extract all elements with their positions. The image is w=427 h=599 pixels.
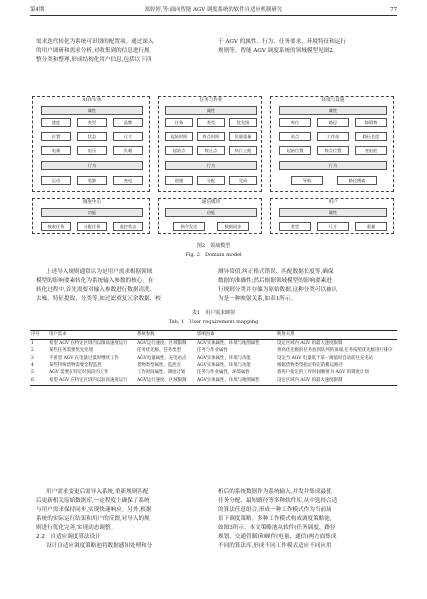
- user-attr: 尺寸: [317, 222, 349, 231]
- env-attr: 工作站: [317, 132, 349, 141]
- env-attr: 起始位置: [279, 146, 311, 155]
- env-behavior: 导航: [291, 176, 323, 185]
- table-cell: 货物类型属性、监控点: [137, 362, 181, 368]
- task-behavior-header: 行为: [165, 161, 257, 170]
- environment-box: [270, 96, 394, 192]
- figure-caption-cn: 图2 领域模型: [196, 243, 231, 249]
- env-attr: 障碍物: [355, 118, 387, 127]
- table-cell: 将高优先级的任务放到队列的顶端,任务按照优先级进行排序: [277, 348, 393, 354]
- table-cell: 设定当 AGV 电量低于某一阈值时自动前往充电站: [277, 355, 374, 361]
- agv-entity-title: AGV实体: [82, 98, 102, 103]
- task-behavior: 完成: [229, 176, 257, 185]
- table-cell: AGV电量属性、充电站点: [137, 355, 187, 361]
- task-attr: 终点时间: [197, 132, 225, 141]
- task-attr-header: 属性: [165, 106, 257, 115]
- table-row: [30, 355, 397, 362]
- table-cell: 1: [31, 340, 34, 346]
- table-cell: 将用户指定的工作时间映射为 AGV 的调度计划: [277, 370, 369, 376]
- env-attr: 终点位置: [317, 146, 349, 155]
- control-func: 分配任务: [77, 222, 107, 231]
- task-box: [158, 96, 262, 192]
- text-line: 模型的影响要素转化为系统输入参数的核心。在: [36, 278, 154, 284]
- text-line: 规则等。智能 AGV 调度系统的领域模型见图2。: [218, 48, 339, 54]
- table-cell: 希望 AGV 在特定区域内以较高速度运行: [48, 377, 136, 385]
- task-attr: 类型: [197, 118, 225, 127]
- table-cell: 4: [31, 362, 34, 368]
- communication-box: [158, 198, 262, 234]
- agv-behavior: 装卸: [77, 176, 107, 185]
- table-cell: 3: [31, 355, 34, 361]
- agv-attr: 电压: [77, 146, 107, 155]
- text-line: 数据的准确性;然后根据领域模型的影响要素进: [218, 278, 332, 284]
- table-cell: 任务与作业属性、环境属性: [197, 370, 250, 376]
- table-cell: 设定区域内 AGV 的最大速度限制: [277, 340, 343, 346]
- agv-attr: 状态: [77, 132, 107, 141]
- table-cell: 2: [31, 348, 34, 354]
- table-cell: 根据货物类型指定特定的搬运路径: [277, 362, 343, 368]
- text-line: 的算法任意组合,形成一种工作模式作为当前场: [218, 507, 332, 513]
- control-func-header: 功能: [41, 208, 143, 217]
- table-row: [30, 348, 397, 355]
- table-cell: 6: [30, 377, 48, 385]
- text-line: 于 AGV 的属性、行为、任务要求、环境特征和运行: [218, 39, 346, 45]
- communication-title: 通信模块: [201, 200, 221, 205]
- section-heading: 2.2 自适应调度算法设计: [36, 534, 101, 540]
- column-header: 映射关系: [276, 331, 397, 340]
- text-line: 需求迭代转化为系统可识别的配置项。通过深入: [36, 39, 154, 45]
- user-attr: 重量: [355, 222, 387, 231]
- table-row: [30, 370, 397, 377]
- task-attr: 起始时间: [165, 132, 193, 141]
- agv-attr-header: 属性: [41, 106, 143, 115]
- running-header: [30, 6, 397, 16]
- control-center-box: [32, 198, 150, 234]
- task-behavior: 分配: [197, 176, 225, 185]
- column-header: 影响因素: [196, 331, 276, 340]
- agv-attr: 尺寸: [113, 132, 143, 141]
- user-title: 用户: [328, 200, 338, 205]
- table-cell: AGV运行速度、区域限制: [136, 377, 196, 385]
- text-line: 行规则分类并存储为原始数据,这种分类可以被认: [218, 287, 338, 293]
- text-line: 的用户调研和需求分析,对收集到的信息进行规: [36, 48, 150, 54]
- table-cell: 工作时间属性、调度计划: [137, 370, 186, 376]
- agv-attr: 位置: [41, 132, 71, 141]
- table-title-cn: 表1 用户需求映射: [191, 310, 236, 316]
- task-attr: 优先级: [229, 118, 257, 127]
- table-title-en: Tab. 1 User requirement mapping: [168, 319, 259, 325]
- user-attr: 类型: [279, 222, 311, 231]
- table-cell: 任务优先级、任务类型: [137, 348, 181, 354]
- text-line: 为是一种映射关系,如表1所示。: [218, 296, 297, 302]
- text-line: 整分类和整理,形成结构化用户信息,包括以下四: [36, 57, 152, 63]
- para3-right-column: [218, 488, 394, 551]
- intro-right-column: [218, 38, 394, 56]
- env-behavior: 路径搜索: [337, 176, 377, 185]
- table-cell: 5: [31, 370, 34, 376]
- text-line: 设计自适应调度策略池将数据感知处理和分: [46, 543, 153, 549]
- agv-behavior-header: 行为: [41, 161, 143, 170]
- table-cell: AGV实体属性、环境与功能: [197, 362, 251, 368]
- column-header: 用户需求: [48, 331, 136, 340]
- para2-left-column: [36, 268, 210, 304]
- control-center-title: 调度中心: [82, 200, 102, 205]
- agv-behavior: 充电: [113, 176, 143, 185]
- user-requirement-table: [30, 330, 397, 386]
- agv-attr: 速度: [41, 118, 71, 127]
- domain-model-figure: [30, 94, 397, 236]
- task-title: 任务与作业: [199, 98, 223, 103]
- table-row: [30, 340, 397, 348]
- env-attr: 路径: [317, 118, 349, 127]
- task-attr: 负载重量: [229, 132, 257, 141]
- control-func: 监控状态: [113, 222, 143, 231]
- text-line: 去噪、特征提取、分类等,如过滤重复冗余数据、校: [36, 296, 161, 302]
- para2-right-column: [218, 268, 394, 304]
- figure-caption-en: Fig. 2 Domain model: [185, 252, 242, 258]
- text-line: 如图3所示。本文策略池从软件(任务调度、路径: [218, 525, 336, 531]
- table-cell: AGV实体属性、环境与功能: [197, 355, 251, 361]
- env-attr: 库位: [279, 118, 311, 127]
- task-behavior: 创建: [165, 176, 193, 185]
- text-line: 景下调度策略。多种工作模式构成调度策略池,: [218, 516, 332, 522]
- env-attr: 路径长度: [355, 132, 387, 141]
- agv-behavior: 运动: [41, 176, 71, 185]
- user-box: [270, 198, 394, 234]
- intro-left-column: [36, 38, 210, 65]
- table-cell: 设定区域内 AGV 的最大速度限制: [276, 377, 397, 385]
- agv-attr: 品牌: [113, 118, 143, 127]
- agv-attr: 类型: [77, 118, 107, 127]
- table-cell: 某些任务需要优先处理: [49, 348, 93, 354]
- text-line: 任务分配、最短路径等多种软件库,从中选择合适: [218, 498, 338, 504]
- agv-entity-box: [32, 96, 150, 192]
- text-line: 则进行优化完善,实现动态调整。: [36, 525, 117, 531]
- para3-left-column: [36, 488, 210, 551]
- text-line: 系统的实际运行结果和用户的反馈,对导入的规: [36, 516, 150, 522]
- table-cell: AGV运行速度、区域限制: [137, 340, 187, 346]
- task-attr: 起始点: [165, 146, 193, 155]
- text-line: 用户需求变更后需导入系统,重新规则匹配: [46, 489, 149, 495]
- env-attr: 站点: [279, 132, 311, 141]
- user-attr-header: 属性: [279, 208, 387, 217]
- environment-title: 环境与设施: [321, 98, 345, 103]
- text-line: 析后的系统数据作为系统输入,并发并集成最优: [218, 489, 332, 495]
- control-func: 接收任务: [41, 222, 71, 231]
- comm-func: 指令发送: [173, 222, 205, 231]
- task-attr: 终止点: [197, 146, 225, 155]
- column-header: 序号: [30, 331, 48, 340]
- text-line: 规划、交通管制)和硬件(电量、通信)两方面集成: [218, 534, 337, 540]
- table-header-row: [30, 331, 397, 340]
- text-line: 测异常值,纠正格式错误、匹配数据长度等,确保: [218, 269, 334, 275]
- text-line: 不同的算法库,形成不同工作模式适应不同应用: [218, 543, 332, 549]
- env-attr-header: 属性: [279, 106, 387, 115]
- comm-func-header: 功能: [165, 208, 257, 217]
- agv-attr: 负载: [113, 146, 143, 155]
- table-cell: 希望 AGV 在特定区域内以限高速度运行: [49, 340, 128, 346]
- table-row: [30, 362, 397, 369]
- task-attr: 任务: [165, 118, 193, 127]
- running-title: 郑婷婷,等:面向智能 AGV 调度系统的软件自适应机制研究: [144, 7, 283, 13]
- table-cell: 某些特殊货物需要全程监控: [49, 362, 102, 368]
- issue-label: 第4期: [30, 7, 45, 13]
- table-cell: 任务与作业属性: [197, 348, 228, 354]
- text-line: 后更新相关原始数据库,一定程度上确保了系统: [36, 498, 150, 504]
- table-cell: AGV 需要在特定时间段内工作: [49, 370, 109, 376]
- env-behavior-header: 行为: [279, 161, 387, 170]
- table-cell: AGV实体属性、环境与地图属性: [196, 377, 276, 385]
- table-cell: 不希望 AGV 在电量过低时继续工作: [49, 355, 119, 361]
- agv-attr: 电量: [41, 146, 71, 155]
- table-cell: AGV实体属性、环境与地图属性: [197, 340, 260, 346]
- page-number: 77: [390, 7, 397, 13]
- column-header: 系统参数: [136, 331, 196, 340]
- text-line: 转化过程中,首先需要对输入参数进行数据清洗、: [36, 287, 156, 293]
- comm-func: 数据同步: [217, 222, 249, 231]
- table-row: [30, 377, 397, 385]
- env-attr: 充电桩: [355, 146, 387, 155]
- text-line: 上述导入规则通常认为是用户需求根据领域: [46, 269, 153, 275]
- task-attr: 执行上限: [229, 146, 257, 155]
- text-line: 与用户需求保持同步,实现快速响应。另外,根据: [36, 507, 152, 513]
